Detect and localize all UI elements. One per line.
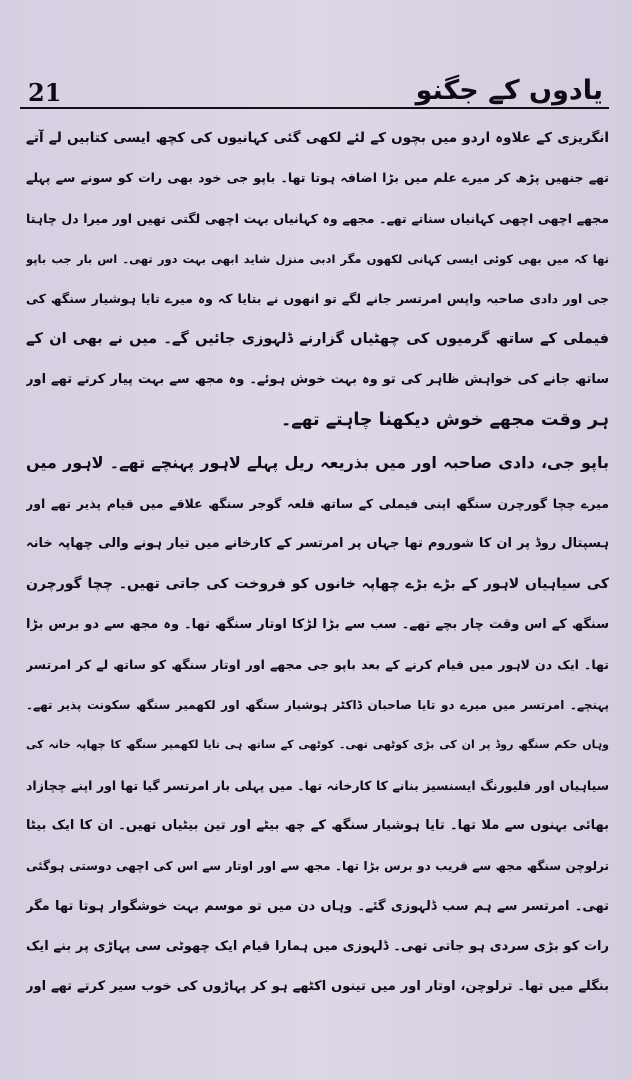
text-line: سیاہیاں اور فلیورنگ ایسنسیز بنانے کا کارخانہ تھا۔ میں پہلی بار امرتسر گیا تھا اور اپنے چچازاد xyxy=(26,777,609,793)
paragraph-2 xyxy=(26,443,609,1007)
page-number: 21 xyxy=(28,78,62,107)
running-title: یادوں کے جگنو xyxy=(415,75,603,106)
text-line: ہسپتال روڈ پر ان کا شوروم تھا جہاں پر امرتسر کے کارخانے میں تیار ہونے والی چھاپہ خانہ xyxy=(26,535,609,551)
text-line: انگریزی کے علاوہ اردو میں بچوں کے لئے لکھی گئی کہانیوں کی کچھ ایسی کتابیں لے آتے xyxy=(26,130,609,146)
text-line: ہر وقت مجھے خوش دیکھنا چاہتے تھے۔ xyxy=(280,410,609,431)
text-line: بنگلے میں تھا۔ ترلوچن، اوتار اور میں تینوں اکٹھے ہو کر پہاڑوں کی خوب سیر کرتے تھے اور xyxy=(26,979,609,995)
paragraph-1 xyxy=(26,118,609,440)
header-rule xyxy=(20,107,609,109)
text-line: سنگھ کے اس وقت چار بچے تھے۔ سب سے بڑا لڑکا اوتار سنگھ تھا۔ وہ مجھ سے دو برس بڑا xyxy=(26,616,609,632)
text-line: ترلوچن سنگھ مجھ سے قریب دو برس بڑا تھا۔ مجھ سے اور اوتار سے اس کی اچھی دوستی ہوگئی xyxy=(26,859,609,874)
text-line: باپو جی، دادی صاحبہ اور میں بذریعہ ریل پہلے لاہور پہنچے تھے۔ لاہور میں xyxy=(26,453,609,473)
text-line: پہنچے۔ امرتسر میں میرے دو تایا صاحبان ڈاکٹر ہوشیار سنگھ اور لکھمیر سنگھ سکونت پذیر تھے۔ xyxy=(26,698,609,713)
text-line: کی سیاہیاں لاہور کے بڑے بڑے چھاپہ خانوں کو فروخت کی جاتی تھیں۔ چچا گورچرن xyxy=(26,576,609,593)
text-line: تھے جنھیں پڑھ کر میرے علم میں بڑا اضافہ ہوتا تھا۔ باپو جی خود بھی رات کو سونے سے پہلے xyxy=(26,170,609,186)
text-line: تھی۔ امرتسر سے ہم سب ڈلہوزی گئے۔ وہاں دن میں تو موسم بہت خوشگوار ہوتا تھا مگر xyxy=(26,898,609,914)
text-line: وہاں حکم سنگھ روڈ پر ان کی بڑی کوٹھی تھی۔ کوٹھی کے ساتھ ہی تایا لکھمیر سنگھ کا چھاپہ خانہ کی xyxy=(26,738,609,752)
text-line: ساتھ جانے کی خواہش ظاہر کی تو وہ بہت خوش ہوئے۔ وہ مجھ سے بہت پیار کرتے تھے اور xyxy=(26,371,609,387)
page-header xyxy=(28,70,603,106)
text-line: رات کو بڑی سردی ہو جاتی تھی۔ ڈلہوزی میں ہمارا قیام ایک چھوٹی سی پہاڑی پر بنے ایک xyxy=(26,938,609,954)
text-line: تھا۔ ایک دن لاہور میں قیام کرنے کے بعد باپو جی مجھے اور اوتار سنگھ کو ساتھ لے کر امرتسر xyxy=(26,656,609,672)
text-line: فیملی کے ساتھ گرمیوں کی چھٹیاں گزارنے ڈلہوزی جائیں گے۔ میں نے بھی ان کے xyxy=(26,331,609,348)
body-text xyxy=(26,118,609,1008)
text-line: جی اور دادی صاحبہ واپس امرتسر جانے لگے تو انھوں نے بتایا کہ وہ میرے تایا ہوشیار سنگھ کی xyxy=(26,291,609,307)
text-line: بھائی بہنوں سے ملا تھا۔ تایا ہوشیار سنگھ کے چھ بیٹے اور تین بیٹیاں تھیں۔ ان کا ایک بیٹا xyxy=(26,818,609,834)
text-line: تھا کہ میں بھی کوئی ایسی کہانی لکھوں مگر ادبی منزل شاید ابھی بہت دور تھی۔ اس بار جب باپو xyxy=(26,251,609,266)
text-line: مجھے اچھی اچھی کہانیاں سناتے تھے۔ مجھے وہ کہانیاں بہت اچھی لگتی تھیں اور میرا دل چاہتا xyxy=(26,210,609,226)
text-line: میرے چچا گورچرن سنگھ اپنی فیملی کے ساتھ قلعہ گوجر سنگھ علاقے میں قیام پذیر تھے اور xyxy=(26,495,609,511)
